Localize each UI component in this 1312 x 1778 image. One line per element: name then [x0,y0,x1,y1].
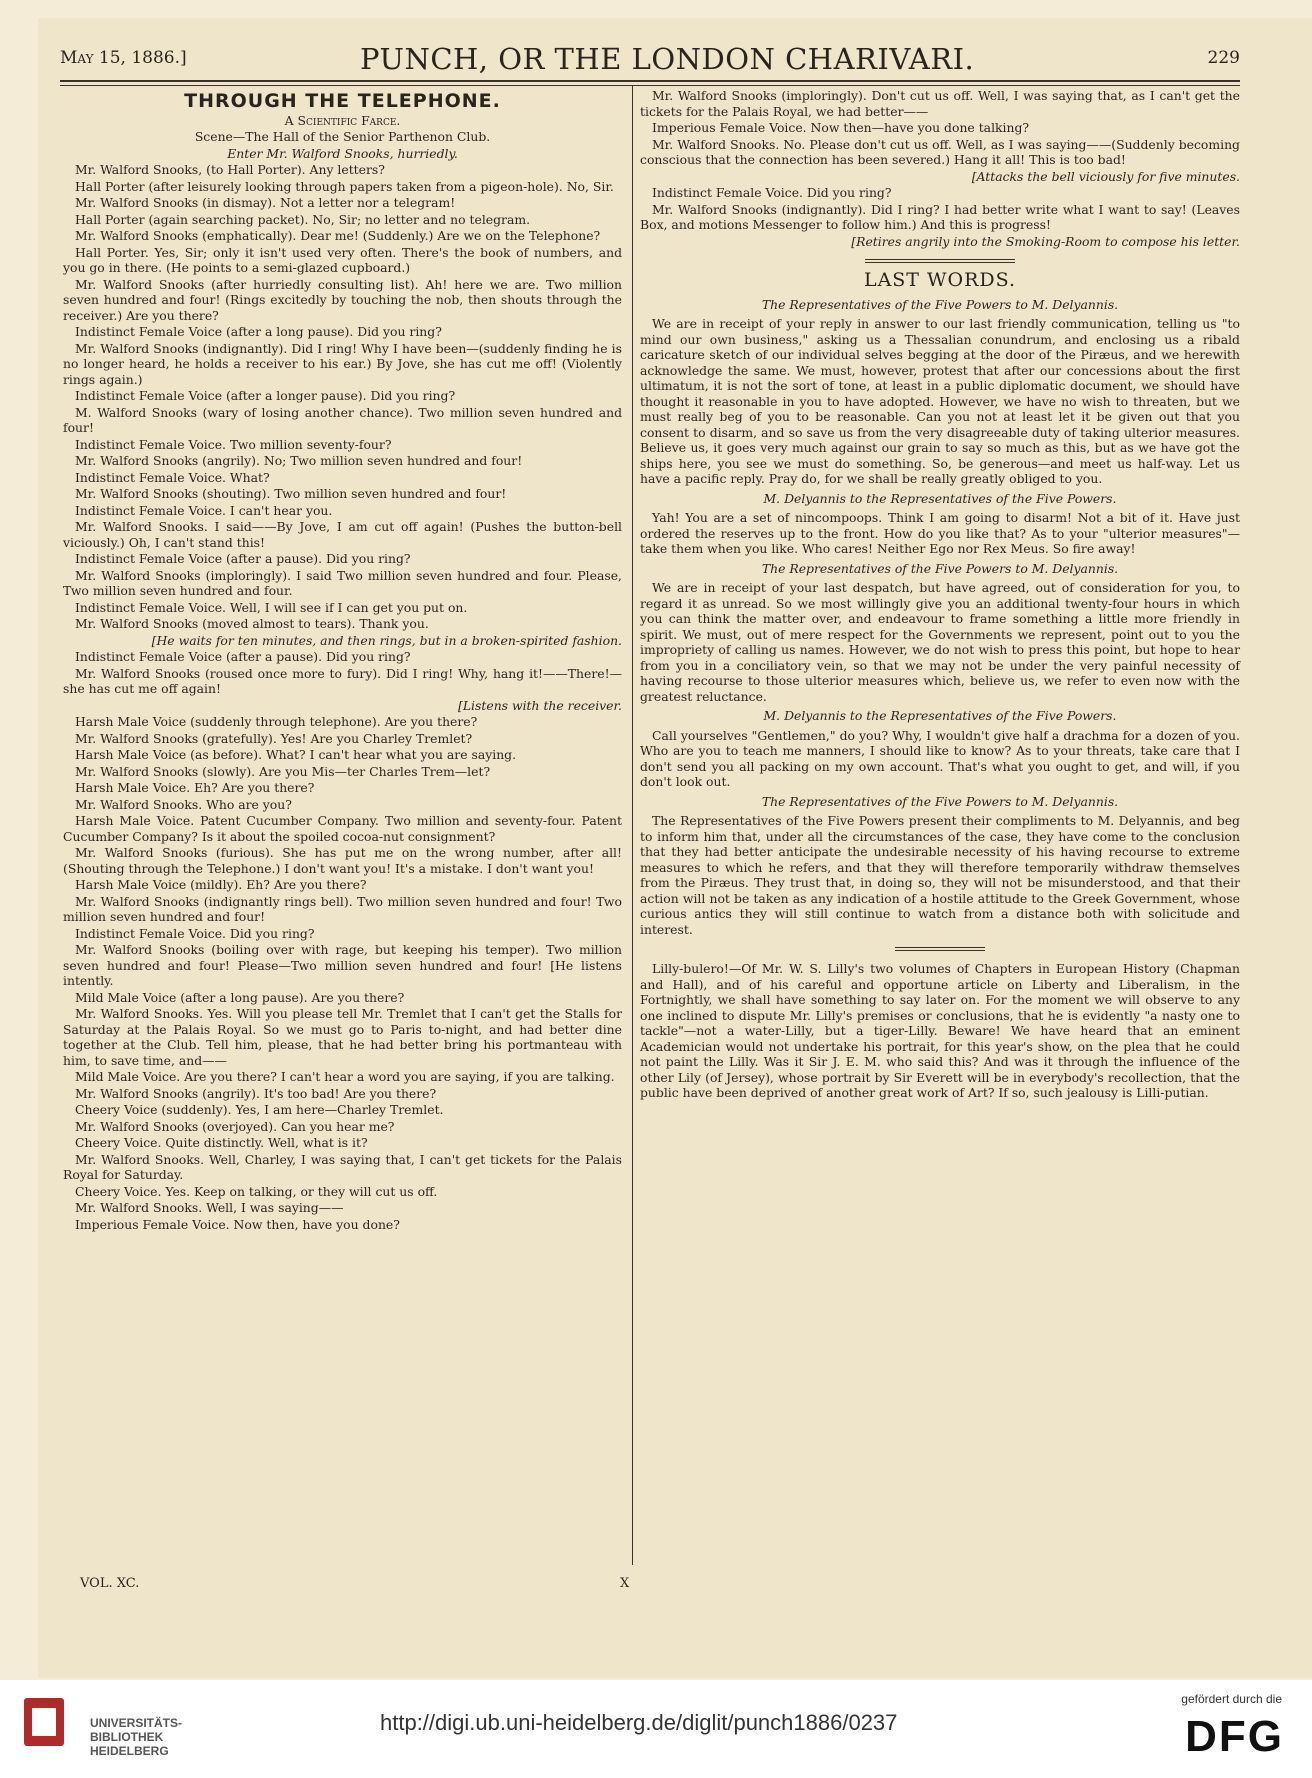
dialogue-line: Mr. Walford Snooks (emphatically). Dear me! (Suddenly.) Are we on the Telephone? [75,228,601,243]
dialogue-line: Indistinct Female Voice. Two million seventy-four? [75,436,392,452]
dialogue-line: Mr. Walford Snooks (imploringly). I said Two million seven hundred and four. Please, Two million seven hundred and four. [63,567,622,598]
dialogue-line: Mr. Walford Snooks (imploringly). Don't cut us off. Well, I was saying that, as I can't get the tickets for the Palais Royal, we had better—— [640,88,1240,119]
letter-body: We are in receipt of your reply in answer to our last friendly communication, telling us "to mind our own business," asking us a Thessalian conundrum, and enclosing us a ribald caricature sketch of our individual selves begging at the door of the Piræus, and we herewith acknowledge the same. We must, however, protest that after our concessions about the first ultimatum, it is not the sort of tone, at least in a public diplomatic document, we should have thought it reasonable in you to have adopted. However, we have no wish to threaten, but we must really beg of you to be reasonable. Can you not at least let it be given out that you consent to disarm, and so save us from the very disagreeable duty of taking ulterior measures. Believe us, it goes very much against our grain to say so much as this, but as we have got the ships here, you see we must do something. So, be generous—and meet us half-way. Let us have a pacific reply. Pray do, for we shall be really greatly obliged to you. [640,316,1240,486]
dialogue-line: Cheery Voice (suddenly). Yes, I am here—Charley Tremlet. [75,1102,444,1117]
dialogue-line: Indistinct Female Voice. Did you ring? [652,185,892,200]
letter-body: The Representatives of the Five Powers present their compliments to M. Delyannis, and beg to inform him that, under all the circumstances of the case, they have come to the conclusion that they had better anticipate the undesirable necessity of his having recourse to extreme measures to which he refers, and that they will therefore temporarily withdraw themselves from the Piræus. They trust that, in doing so, they will not be misunderstood, and that their action will not be taken as any indication of a hostile attitude to the Greek Government, whose curious antics they will still continue to watch from a distance both with solicitude and interest. [640,813,1240,937]
dialogue-line: Mr. Walford Snooks (in dismay). Not a letter nor a telegram! [75,195,456,210]
dialogue-line: Mr. Walford Snooks (indignantly rings bell). Two million seven hundred and four! Two million seven hundred and four! [63,893,622,924]
dialogue-line: Mr. Walford Snooks (indignantly). Did I ring! Why I have been—(suddenly finding he is no longer heard, he holds a receiver to his ear.) By Jove, she has cut me off! (Violently rings again.) [63,340,622,387]
dialogue-line: Mr. Walford Snooks. Well, Charley, I was saying that, I can't get tickets for the Palais Royal for Saturday. [63,1151,622,1182]
article-subtitle: A Scientific Farce. [284,112,401,128]
dialogue-line: Harsh Male Voice (as before). What? I can't hear what you are saying. [75,747,517,762]
enter-line: Enter Mr. Walford Snooks, hurriedly. [227,145,458,161]
university-library-logo[interactable] [20,1694,183,1764]
dialogue-line: Mr. Walford Snooks (indignantly). Did I ring? I had better write what I want to say! (Leaves Box, and motions Messenger to follow him.) And this is progress! [640,201,1240,232]
dialogue-line: Mr. Walford Snooks (furious). She has put me on the wrong number, after all! (Shouting through the Telephone.) I don't want you! It's a mistake. I don't want you! [63,845,622,876]
dialogue-line: Harsh Male Voice. Patent Cucumber Company. Two million and seventy-four. Patent Cucumber Company? Is it about the spoiled cocoa-nut consignment? [63,813,622,844]
dfg-logo[interactable]: DFG [1185,1712,1284,1761]
signature-mark: X [620,1576,630,1591]
dialogue-line: Indistinct Female Voice (after a pause). Did you ring? [75,551,411,566]
letter-body: Yah! You are a set of nincompoops. Think I am going to disarm! Not a bit of it. Have just ordered the reserves up to the front. How do you like that? As to your "ulterior measures"—take them when you like. Who cares! Neither Ego nor Rex Meus. So fire away! [640,510,1240,556]
dialogue-line: Cheery Voice. Quite distinctly. Well, what is it? [75,1135,368,1150]
letter-heading: M. Delyannis to the Representatives of the Five Powers. [763,490,1117,506]
dialogue-line: Indistinct Female Voice (after a pause). Did you ring? [75,649,411,664]
dialogue-line: Imperious Female Voice. Now then—have you done talking? [652,120,1030,135]
scene-line: Scene—The Hall of the Senior Parthenon Club. [194,129,491,144]
dialogue-line: Mr. Walford Snooks (after hurriedly consulting list). Ah! here we are. Two million seven hundred and four! (Rings excitedly by touching the nob, then shouts through the receiver.) Are you there? [63,276,622,323]
letter-heading: M. Delyannis to the Representatives of the Five Powers. [763,708,1117,723]
column-divider [632,85,633,1565]
dialogue-line: Mr. Walford Snooks, (to Hall Porter). Any letters? [75,162,385,177]
dialogue-line: Indistinct Female Voice. Did you ring? [75,925,315,941]
dialogue-line: [Listens with the receiver. [458,697,622,713]
letter-heading: The Representatives of the Five Powers to M. Delyannis. [761,560,1119,576]
dialogue-line: Indistinct Female Voice (after a long pause). Did you ring? [75,324,442,339]
library-seal-icon [20,1694,68,1750]
dialogue-line: Indistinct Female Voice. What? [75,469,270,485]
dialogue-line: Mr. Walford Snooks (slowly). Are you Mis—ter Charles Trem—let? [75,763,491,779]
dialogue-line: Harsh Male Voice. Eh? Are you there? [75,780,315,795]
dialogue-line: Mild Male Voice. Are you there? I can't hear a word you are saying, if you are talking. [75,1069,615,1084]
header-rule [60,85,1240,86]
dialogue-line: Hall Porter (again searching packet). No, Sir; no letter and no telegram. [75,211,531,227]
last-words-title: LAST WORDS. [863,269,1017,291]
header-title: PUNCH, OR THE LONDON CHARIVARI. [360,42,975,76]
library-name: UNIVERSITÄTS- BIBLIOTHEK HEIDELBERG [90,1716,183,1758]
dialogue-line: Mr. Walford Snooks (overjoyed). Can you hear me? [75,1118,395,1134]
dialogue-line: Hall Porter. Yes, Sir; only it isn't used very often. There's the book of numbers, and you go in there. (He points to a semi-glazed cupboard.) [63,244,622,275]
dialogue-line: [Retires angrily into the Smoking-Room to compose his letter. [851,233,1240,249]
digitization-banner [0,1680,1312,1778]
dialogue-line: Mr. Walford Snooks (gratefully). Yes! Are you Charley Tremlet? [75,730,473,746]
lilly-bulero-note: Lilly-bulero!—Of Mr. W. S. Lilly's two volumes of Chapters in European History (Chapman and Hall), and of his careful and opportune article on Liberty and Liberalism, in the Fortnightly, we shall have something to say later on. For the moment we will observe to any one inclined to dispute Mr. Lilly's premises or conclusions, that he is evidently "a nasty one to tackle"—not a water-Lilly, but a tiger-Lilly. Beware! We have heard that an eminent Academician would not undertake his portrait, for this year's show, on the plea that he could not paint the Lilly. Was it Sir J. E. M. who said this? And was it through the influence of the other Lily (of Jersey), whose portrait by Sir Everett will be in everybody's recollection, that the public have been deprived of another great work of Art? If so, such jealousy is Lilli-putian. [640,961,1240,1100]
letter-heading: The Representatives of the Five Powers to M. Delyannis. [761,793,1119,809]
dialogue-line: Cheery Voice. Yes. Keep on talking, or they will cut us off. [75,1183,438,1199]
dialogue-line: Mr. Walford Snooks. Well, I was saying—— [75,1200,344,1215]
dialogue-line: Mr. Walford Snooks. Yes. Will you please tell Mr. Tremlet that I can't get the Stalls for Saturday at the Palais Royal. So we must go to Paris to-night, and had better dine together at the Club. Tell him, please, that he had better bring his portmanteau with him, to save time, and—— [63,1006,622,1068]
dialogue-line: Mr. Walford Snooks. I said——By Jove, I am cut off again! (Pushes the button-bell viciously.) Oh, I can't stand this! [63,519,622,550]
page-header [60,40,1240,82]
letter-heading: The Representatives of the Five Powers to M. Delyannis. [761,296,1119,312]
dialogue-line: Indistinct Female Voice. I can't hear you. [75,502,333,518]
dialogue-line: Mr. Walford Snooks (angrily). No; Two million seven hundred and four! [75,453,523,468]
letter-body: We are in receipt of your last despatch, but have agreed, out of consideration for you, to regard it as unread. So we most willingly give you an additional twenty-four hours in which you can think the matter over, and endeavour to frame something a little more friendly in spirit. We must, out of mere respect for the Governments we represent, point out to you the impropriety of calling us names. However, we do not wish to press this point, but hope to hear from you in a conciliatory vein, so that we may not be under the very painful necessity of having recourse to those ulterior measures which, believe us, we refer to even now with the greatest reluctance. [640,580,1240,704]
dialogue-line: [Attacks the bell viciously for five minutes. [971,168,1240,184]
dialogue-continued [640,88,1240,249]
dialogue-line: Indistinct Female Voice. Well, I will see if I can get you put on. [75,599,468,615]
dialogue-line: Mr. Walford Snooks. No. Please don't cut us off. Well, as I was saying——(Suddenly becoming conscious that the connection has been severed.) Hang it all! This is too bad! [640,136,1240,167]
dialogue-line: Mr. Walford Snooks. Who are you? [75,796,292,812]
dialogue-line: Mr. Walford Snooks (roused once more to fury). Did I ring! Why, hang it!——There!—she has cut me off again! [63,665,622,696]
dialogue-line: Harsh Male Voice (suddenly through telephone). Are you there? [75,714,478,729]
letter-body: Call yourselves "Gentlemen," do you? Why, I wouldn't give half a drachma for a dozen of you. Who are you to teach me manners, I should like to know? As to your threats, take care that I don't send you all packing on my own account. That's what you ought to get, and will, if you don't look out. [640,727,1240,789]
source-url-link[interactable]: http://digi.ub.uni-heidelberg.de/diglit/punch1886/0237 [380,1710,898,1735]
dialogue-line: Hall Porter (after leisurely looking through papers taken from a pigeon-hole). No, Sir. [75,178,614,194]
dialogue-line: Mr. Walford Snooks (moved almost to tears). Thank you. [75,616,429,631]
funded-by-label: gefördert durch die [1181,1692,1282,1706]
dialogue-line: Imperious Female Voice. Now then, have you done? [75,1216,400,1232]
dialogue-line: [He waits for ten minutes, and then rings, but in a broken-spirited fashion. [151,632,622,648]
section-divider [865,259,1015,263]
dialogue-line: Mild Male Voice (after a long pause). Are you there? [75,989,405,1005]
dialogue [63,162,622,1232]
right-column [640,88,1240,1102]
header-page-number: 229 [1207,48,1240,68]
dialogue-line: Mr. Walford Snooks (shouting). Two million seven hundred and four! [75,486,507,501]
dialogue-line: Mr. Walford Snooks (boiling over with rage, but keeping his temper). Two million seven hundred and four! Please—Two million seven hundred and four! [He listens intently. [63,942,622,988]
header-date: May 15, 1886.] [60,48,187,68]
dialogue-line: Mr. Walford Snooks (angrily). It's too bad! Are you there? [75,1085,437,1101]
volume-label: VOL. XC. [80,1576,140,1591]
dialogue-line: M. Walford Snooks (wary of losing another chance). Two million seven hundred and four! [63,404,622,435]
left-column [63,88,622,1233]
section-divider [895,947,985,951]
dialogue-line: Harsh Male Voice (mildly). Eh? Are you there? [75,877,367,892]
dialogue-line: Indistinct Female Voice (after a longer pause). Did you ring? [75,388,456,403]
article-title: THROUGH THE TELEPHONE. [184,90,501,112]
